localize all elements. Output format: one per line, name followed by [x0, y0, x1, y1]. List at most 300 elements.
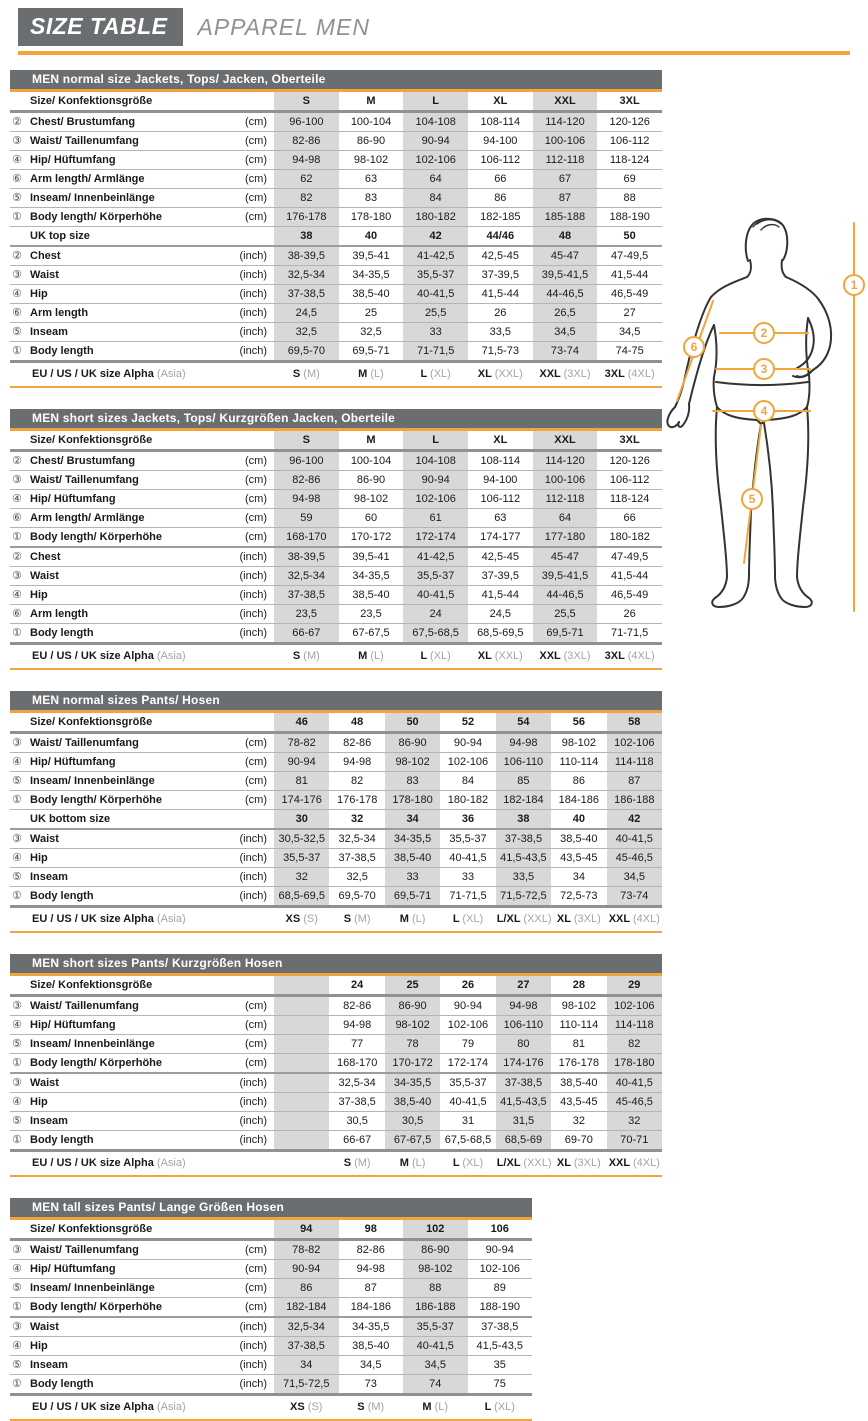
size-value: 25,5: [533, 605, 598, 624]
size-value: 23,5: [339, 605, 404, 624]
size-header-row: [10, 713, 662, 733]
unit-label: (inch): [232, 829, 274, 849]
unit-label: (cm): [232, 170, 274, 189]
size-value: 45-47: [533, 547, 598, 567]
size-value: 30,5-32,5: [274, 829, 329, 849]
size-column-header: M: [339, 431, 404, 451]
size-value: 26: [468, 304, 533, 323]
measurement-label: ① Body length/ Körperhöhe: [10, 208, 232, 227]
size-value: 81: [551, 1035, 606, 1054]
alpha-asia-value: (XL): [430, 368, 451, 380]
size-value: 34-35,5: [339, 567, 404, 586]
measurement-label: ⑤ Inseam: [10, 868, 232, 887]
body-measurement-figure: [660, 211, 865, 623]
size-column-header: L: [403, 431, 468, 451]
alpha-size-value: L (XL): [440, 1151, 495, 1177]
size-value: 180-182: [597, 528, 662, 548]
measurement-row: [10, 1093, 662, 1112]
circled-ref: ②: [12, 550, 22, 563]
circled-ref: ④: [12, 1095, 22, 1108]
table-section-title: MEN short sizes Pants/ Kurzgrößen Hosen: [10, 954, 662, 976]
size-value: 186-188: [403, 1298, 468, 1318]
size-value: 89: [468, 1279, 533, 1298]
uk-size-row: [10, 227, 662, 247]
size-value: 39,5-41: [339, 246, 404, 266]
size-column-header: 26: [440, 976, 495, 996]
unit-label: (cm): [232, 1035, 274, 1054]
size-value: 83: [385, 772, 440, 791]
circled-ref: ③: [12, 569, 22, 582]
svg-text:1: 1: [850, 278, 858, 292]
alpha-asia-value: (XXL): [523, 913, 552, 925]
size-value: 30,5: [329, 1112, 384, 1131]
size-value: 71,5-73: [468, 342, 533, 362]
measurement-label: ⑤ Inseam/ Innenbeinlänge: [10, 1279, 232, 1298]
unit-label: (inch): [232, 1093, 274, 1112]
alpha-size-value: M (L): [339, 644, 404, 670]
alpha-asia-value: (L): [370, 650, 384, 662]
circled-ref: ②: [12, 115, 22, 128]
size-value: 118-124: [597, 151, 662, 170]
unit-label: (inch): [232, 887, 274, 907]
size-value: 85: [496, 772, 551, 791]
measurement-label: UK bottom size: [10, 810, 232, 830]
size-value: 38,5-40: [385, 1093, 440, 1112]
size-value: 96-100: [274, 451, 339, 471]
measurement-label: ② Chest/ Brustumfang: [10, 451, 232, 471]
size-table: [10, 1220, 532, 1421]
size-value: 106-112: [468, 490, 533, 509]
measurement-row: [10, 1073, 662, 1093]
alpha-asia-value: (4XL): [632, 1157, 660, 1169]
measurement-row: [10, 1317, 532, 1337]
measurement-label: ① Body length: [10, 1131, 232, 1151]
circled-ref: ⑤: [12, 1358, 22, 1371]
alpha-size-value: [274, 1151, 329, 1177]
size-value: 35,5-37: [274, 849, 329, 868]
measurement-row: [10, 1375, 532, 1395]
measurement-row: [10, 189, 662, 208]
size-value: 178-180: [339, 208, 404, 227]
size-value: 75: [468, 1375, 533, 1395]
size-value: 38,5-40: [339, 285, 404, 304]
measurement-label: ① Body length/ Körperhöhe: [10, 528, 232, 548]
size-column-header: 3XL: [597, 92, 662, 112]
measurement-label: ③ Waist: [10, 829, 232, 849]
size-value: 174-176: [274, 791, 329, 810]
size-value: 82: [274, 189, 339, 208]
size-value: 112-118: [533, 490, 598, 509]
size-value: 90-94: [403, 471, 468, 490]
size-value: 68,5-69: [496, 1131, 551, 1151]
size-value: 41,5-44: [597, 567, 662, 586]
size-value: 102-106: [403, 151, 468, 170]
size-value: 38,5-40: [339, 1337, 404, 1356]
measurement-row: [10, 547, 662, 567]
size-value: 104-108: [403, 451, 468, 471]
size-value: [274, 1131, 329, 1151]
measurement-row: [10, 151, 662, 170]
measurement-label: ④ Hip: [10, 285, 232, 304]
circled-ref: ③: [12, 1243, 22, 1256]
measurement-row: [10, 733, 662, 753]
circled-ref: ③: [12, 473, 22, 486]
measurement-row: [10, 1016, 662, 1035]
alpha-size-label: EU / US / UK size Alpha (Asia): [10, 907, 274, 933]
alpha-size-value: L (XL): [440, 907, 495, 933]
size-value: 67-67,5: [339, 624, 404, 644]
alpha-size-value: S (M): [274, 362, 339, 388]
size-label: Size/ Konfektionsgröße: [10, 976, 274, 996]
size-column-header: 94: [274, 1220, 339, 1240]
size-value: 94-100: [468, 132, 533, 151]
size-value: 94-100: [468, 471, 533, 490]
measurement-label: ① Body length: [10, 887, 232, 907]
size-value: 47-49,5: [597, 246, 662, 266]
size-value: 37-39,5: [468, 567, 533, 586]
size-value: 114-120: [533, 451, 598, 471]
circled-ref: ⑥: [12, 306, 22, 319]
size-value: 70-71: [607, 1131, 662, 1151]
unit-label: (inch): [232, 304, 274, 323]
alpha-size-row: [10, 644, 662, 670]
size-value: 41-42,5: [403, 246, 468, 266]
size-value: 170-172: [385, 1054, 440, 1074]
measurement-label: ④ Hip: [10, 586, 232, 605]
size-column-header: 106: [468, 1220, 533, 1240]
size-value: 120-126: [597, 451, 662, 471]
alpha-asia-value: (3XL): [563, 368, 591, 380]
size-value: 32,5: [274, 323, 339, 342]
size-value: 114-120: [533, 112, 598, 132]
unit-label: (inch): [232, 1375, 274, 1395]
size-value: 120-126: [597, 112, 662, 132]
alpha-size-value: M (L): [385, 907, 440, 933]
size-value: 45-46,5: [607, 849, 662, 868]
size-value: 42: [403, 227, 468, 247]
size-value: 35,5-37: [403, 567, 468, 586]
alpha-size-value: M (L): [403, 1395, 468, 1421]
measurement-row: [10, 304, 662, 323]
size-column-header: 102: [403, 1220, 468, 1240]
size-value: 69,5-71: [339, 342, 404, 362]
circled-ref: ④: [12, 1262, 22, 1275]
figure-annotation-3: [754, 359, 774, 379]
unit-label: (cm): [232, 509, 274, 528]
size-value: 186-188: [607, 791, 662, 810]
size-value: 86-90: [403, 1240, 468, 1260]
size-value: 40: [551, 810, 606, 830]
measurement-label: ③ Waist/ Taillenumfang: [10, 733, 232, 753]
circled-ref: ③: [12, 999, 22, 1012]
size-value: 72,5-73: [551, 887, 606, 907]
size-table: [10, 976, 662, 1177]
circled-ref: ⑤: [12, 1114, 22, 1127]
size-value: 90-94: [440, 733, 495, 753]
size-value: 94-98: [274, 151, 339, 170]
measurement-label: ④ Hip/ Hüftumfang: [10, 1016, 232, 1035]
measurement-row: [10, 887, 662, 907]
unit-label: (inch): [232, 547, 274, 567]
size-value: 82: [607, 1035, 662, 1054]
measurement-row: [10, 849, 662, 868]
size-column-header: M: [339, 92, 404, 112]
unit-label: (inch): [232, 586, 274, 605]
size-value: 178-180: [385, 791, 440, 810]
unit-label: (cm): [232, 132, 274, 151]
unit-label: (inch): [232, 624, 274, 644]
size-value: 168-170: [274, 528, 339, 548]
circled-ref: ②: [12, 249, 22, 262]
size-value: 90-94: [403, 132, 468, 151]
size-value: 74: [403, 1375, 468, 1395]
alpha-asia-value: (XXL): [523, 1157, 552, 1169]
size-value: 23,5: [274, 605, 339, 624]
svg-text:4: 4: [760, 404, 768, 418]
circled-ref: ⑤: [12, 325, 22, 338]
size-column-header: XL: [468, 92, 533, 112]
measurement-row: [10, 829, 662, 849]
size-value: 71,5-72,5: [496, 887, 551, 907]
alpha-size-value: XXL (4XL): [607, 907, 662, 933]
size-value: 63: [468, 509, 533, 528]
table-section-title: MEN normal size Jackets, Tops/ Jacken, Oberteile: [10, 70, 662, 92]
size-value: 24: [403, 605, 468, 624]
page-header: [18, 8, 850, 55]
size-value: 35,5-37: [403, 266, 468, 285]
size-value: 40-41,5: [440, 849, 495, 868]
page-title: SIZE TABLE: [18, 8, 183, 46]
size-value: 182-184: [274, 1298, 339, 1318]
alpha-asia-value: (M): [367, 1401, 385, 1413]
size-value: 172-174: [403, 528, 468, 548]
measurement-label: ① Body length: [10, 624, 232, 644]
circled-ref: ①: [12, 1300, 22, 1313]
size-value: 176-178: [329, 791, 384, 810]
size-value: 50: [597, 227, 662, 247]
measurement-label: ④ Hip/ Hüftumfang: [10, 753, 232, 772]
circled-ref: ⑤: [12, 774, 22, 787]
size-value: 38-39,5: [274, 246, 339, 266]
size-value: 178-180: [607, 1054, 662, 1074]
measurement-label: ③ Waist/ Taillenumfang: [10, 471, 232, 490]
size-value: 38,5-40: [551, 829, 606, 849]
circled-ref: ①: [12, 530, 22, 543]
size-value: 78-82: [274, 733, 329, 753]
unit-label: (cm): [232, 490, 274, 509]
size-value: 184-186: [551, 791, 606, 810]
size-value: 86: [551, 772, 606, 791]
alpha-asia-value: (3XL): [573, 1157, 601, 1169]
circled-ref: ①: [12, 210, 22, 223]
size-value: 32,5-34: [274, 266, 339, 285]
size-column-header: [274, 976, 329, 996]
size-table-block-2: [10, 409, 662, 670]
circled-ref: ⑤: [12, 870, 22, 883]
alpha-asia-suffix: (Asia): [156, 1157, 186, 1169]
alpha-asia-value: (M): [303, 368, 320, 380]
size-value: 87: [339, 1279, 404, 1298]
size-value: 69,5-71: [385, 887, 440, 907]
size-column-header: 27: [496, 976, 551, 996]
size-value: 184-186: [339, 1298, 404, 1318]
size-value: 34-35,5: [339, 1317, 404, 1337]
size-column-header: XL: [468, 431, 533, 451]
unit-label: (cm): [232, 1260, 274, 1279]
measurement-row: [10, 1279, 532, 1298]
size-value: 41,5-43,5: [468, 1337, 533, 1356]
size-value: 41,5-44: [597, 266, 662, 285]
measurement-row: [10, 112, 662, 132]
measurement-label: ③ Waist/ Taillenumfang: [10, 132, 232, 151]
size-value: 64: [403, 170, 468, 189]
measurement-row: [10, 1240, 532, 1260]
circled-ref: ②: [12, 454, 22, 467]
size-value: 102-106: [403, 490, 468, 509]
alpha-asia-suffix: (Asia): [156, 913, 186, 925]
size-value: 90-94: [274, 1260, 339, 1279]
circled-ref: ③: [12, 1320, 22, 1333]
size-value: 73: [339, 1375, 404, 1395]
size-value: 180-182: [440, 791, 495, 810]
measurement-row: [10, 342, 662, 362]
circled-ref: ①: [12, 793, 22, 806]
unit-label: (cm): [232, 151, 274, 170]
size-value: 94-98: [496, 996, 551, 1016]
unit-label: (inch): [232, 285, 274, 304]
circled-ref: ④: [12, 755, 22, 768]
table-section-title: MEN normal sizes Pants/ Hosen: [10, 691, 662, 713]
alpha-asia-value: (4XL): [627, 368, 655, 380]
alpha-asia-value: (XXL): [494, 368, 523, 380]
size-value: 174-177: [468, 528, 533, 548]
size-value: 37-38,5: [329, 1093, 384, 1112]
unit-label: (inch): [232, 1112, 274, 1131]
alpha-size-value: S (M): [329, 1151, 384, 1177]
size-value: 42,5-45: [468, 246, 533, 266]
measurement-label: ③ Waist: [10, 266, 232, 285]
size-value: 69-70: [551, 1131, 606, 1151]
measurement-label: ④ Hip/ Hüftumfang: [10, 490, 232, 509]
size-value: 86-90: [339, 471, 404, 490]
alpha-size-label: EU / US / UK size Alpha (Asia): [10, 1151, 274, 1177]
size-value: 46,5-49: [597, 285, 662, 304]
unit-label: (cm): [232, 189, 274, 208]
size-value: 87: [607, 772, 662, 791]
measurement-label: ② Chest/ Brustumfang: [10, 112, 232, 132]
size-value: 24,5: [468, 605, 533, 624]
size-column-header: 3XL: [597, 431, 662, 451]
size-value: 100-104: [339, 112, 404, 132]
measurement-label: ③ Waist: [10, 1073, 232, 1093]
size-value: 84: [440, 772, 495, 791]
size-column-header: L: [403, 92, 468, 112]
measurement-row: [10, 323, 662, 342]
size-value: 67,5-68,5: [403, 624, 468, 644]
unit-label: (inch): [232, 605, 274, 624]
alpha-size-value: XXL (3XL): [533, 362, 598, 388]
alpha-size-value: XL (XXL): [468, 362, 533, 388]
size-value: 45-47: [533, 246, 598, 266]
measurement-row: [10, 471, 662, 490]
size-value: 31: [440, 1112, 495, 1131]
size-value: 84: [403, 189, 468, 208]
size-value: 172-174: [440, 1054, 495, 1074]
size-value: 33: [403, 323, 468, 342]
size-value: 88: [597, 189, 662, 208]
size-value: 41,5-43,5: [496, 849, 551, 868]
size-value: 98-102: [403, 1260, 468, 1279]
size-value: 78: [385, 1035, 440, 1054]
size-value: 77: [329, 1035, 384, 1054]
measurement-label: ② Chest: [10, 547, 232, 567]
size-value: [274, 1035, 329, 1054]
size-value: 37-38,5: [468, 1317, 533, 1337]
size-value: 33,5: [468, 323, 533, 342]
size-value: 37-38,5: [274, 285, 339, 304]
size-value: 39,5-41: [339, 547, 404, 567]
accent-divider: [18, 51, 850, 55]
unit-label: [232, 227, 274, 247]
measurement-row: [10, 170, 662, 189]
size-table-block-1: [10, 70, 662, 388]
size-value: 68,5-69,5: [468, 624, 533, 644]
size-header-row: [10, 431, 662, 451]
svg-text:6: 6: [690, 340, 698, 354]
size-value: 34,5: [533, 323, 598, 342]
size-value: 32,5: [339, 323, 404, 342]
measurement-label: ⑥ Arm length: [10, 605, 232, 624]
size-value: 38-39,5: [274, 547, 339, 567]
size-value: 88: [403, 1279, 468, 1298]
size-column-header: 54: [496, 713, 551, 733]
size-label: Size/ Konfektionsgröße: [10, 713, 274, 733]
unit-label: (cm): [232, 471, 274, 490]
size-value: 182-184: [496, 791, 551, 810]
measurement-row: [10, 753, 662, 772]
size-value: 81: [274, 772, 329, 791]
size-table: [10, 713, 662, 933]
measurement-row: [10, 1260, 532, 1279]
size-value: 32: [607, 1112, 662, 1131]
size-value: 35,5-37: [440, 829, 495, 849]
size-value: 40-41,5: [607, 1073, 662, 1093]
size-value: 71-71,5: [440, 887, 495, 907]
unit-label: (inch): [232, 1356, 274, 1375]
size-value: 90-94: [468, 1240, 533, 1260]
measurement-row: [10, 791, 662, 810]
size-value: 34-35,5: [385, 829, 440, 849]
size-value: 94-98: [274, 490, 339, 509]
size-value: 46,5-49: [597, 586, 662, 605]
size-value: 64: [533, 509, 598, 528]
measurement-row: [10, 586, 662, 605]
measurement-row: [10, 266, 662, 285]
circled-ref: ④: [12, 153, 22, 166]
size-value: 112-118: [533, 151, 598, 170]
alpha-size-value: XS (S): [274, 907, 329, 933]
size-value: 41,5-43,5: [496, 1093, 551, 1112]
size-value: 182-185: [468, 208, 533, 227]
size-value: 37-38,5: [329, 849, 384, 868]
size-value: 38: [274, 227, 339, 247]
size-value: 79: [440, 1035, 495, 1054]
size-value: 94-98: [339, 1260, 404, 1279]
alpha-size-label: EU / US / UK size Alpha (Asia): [10, 1395, 274, 1421]
unit-label: (cm): [232, 528, 274, 548]
size-value: 40-41,5: [403, 586, 468, 605]
alpha-size-value: L (XL): [403, 362, 468, 388]
